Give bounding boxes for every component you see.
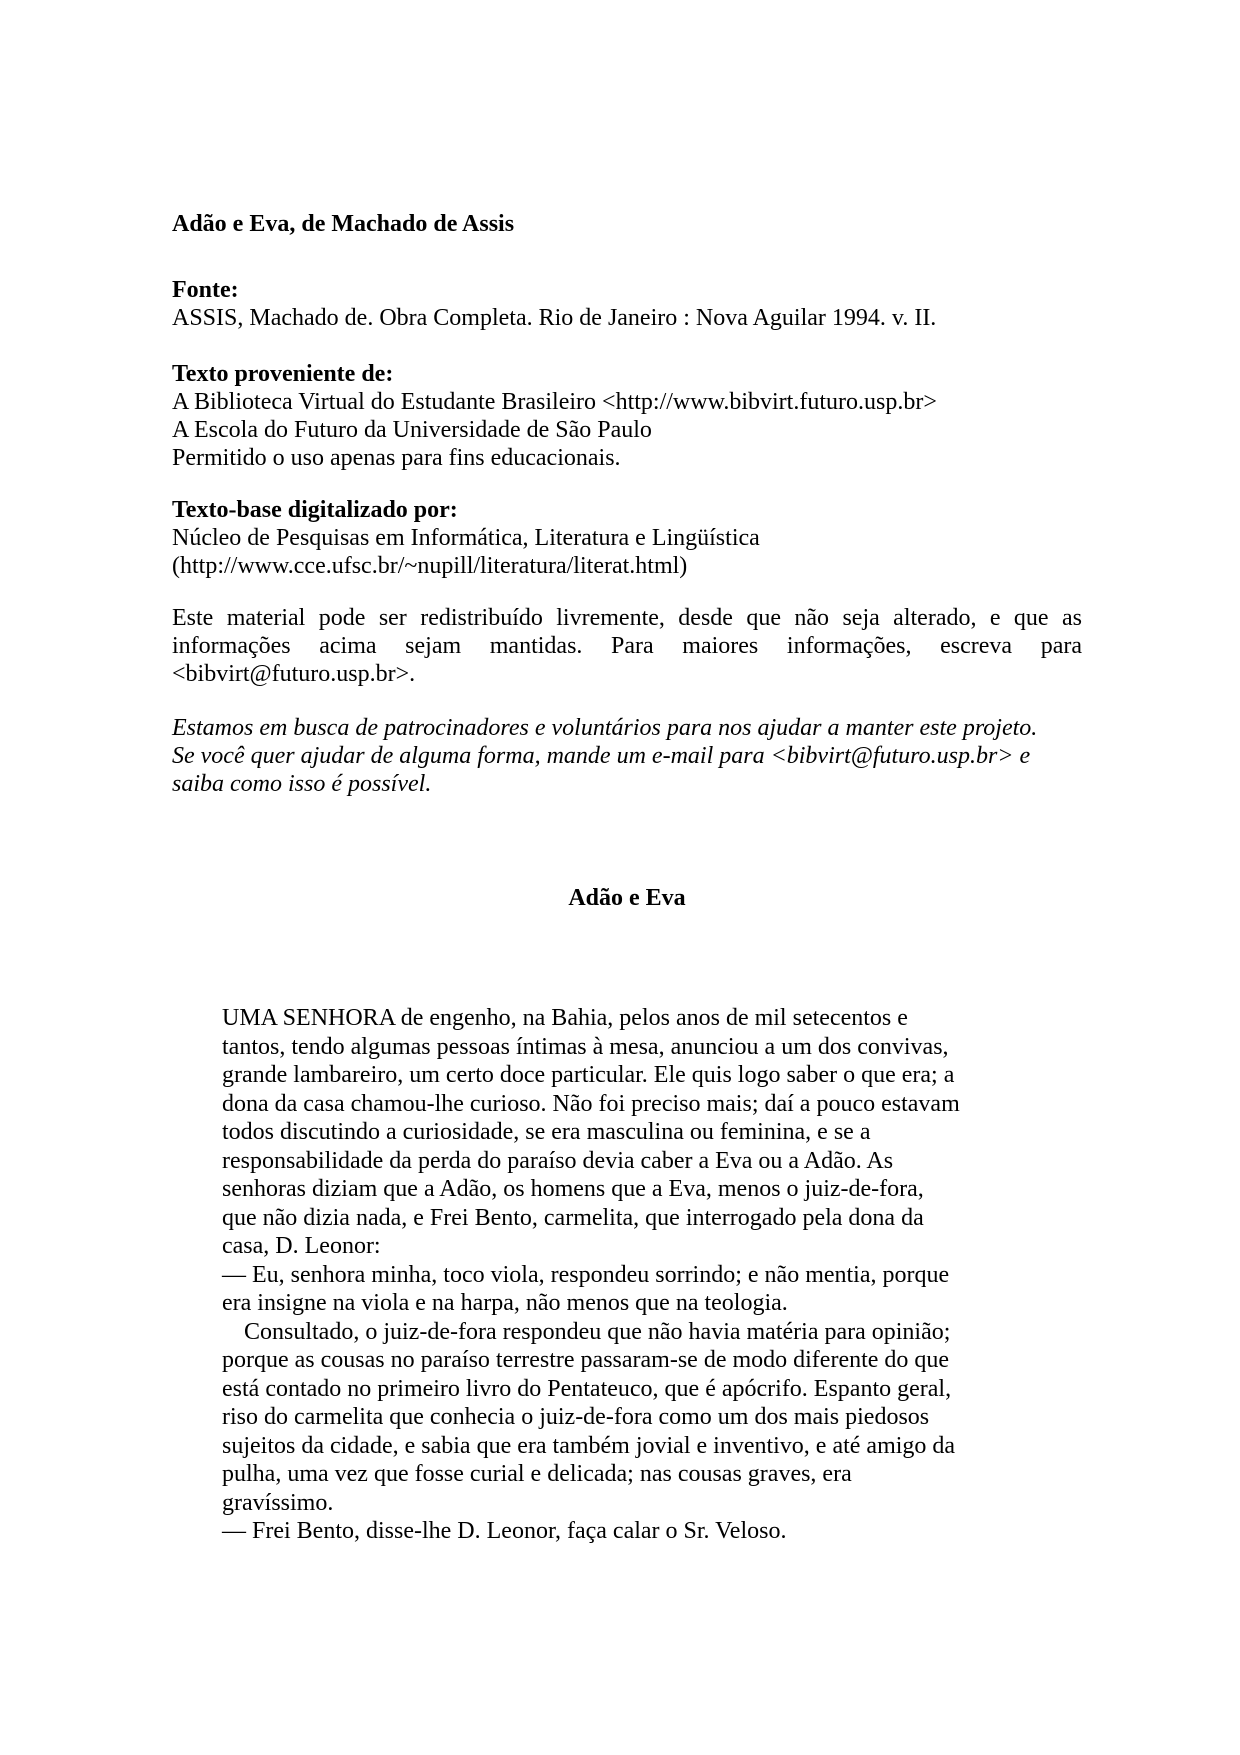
notice-line: Este material pode ser redistribuído livremente, desde que não seja alterado, e que as (172, 605, 1082, 631)
provenance-line: Permitido o uso apenas para fins educacionais. (172, 445, 621, 471)
notice-line: informações acima sejam mantidas. Para maiores informações, escreva para (172, 633, 1082, 659)
source-label: Fonte: (172, 277, 239, 303)
redistribution-notice (172, 604, 1082, 688)
story-line: está contado no primeiro livro do Pentateuco, que é apócrifo. Espanto geral, (222, 1375, 952, 1402)
source-citation: ASSIS, Machado de. Obra Completa. Rio de Janeiro : Nova Aguilar 1994. v. II. (172, 305, 937, 331)
story-line: — Eu, senhora minha, toco viola, respondeu sorrindo; e não mentia, porque (222, 1261, 950, 1288)
story-line: porque as cousas no paraíso terrestre passaram-se de modo diferente do que (222, 1347, 950, 1373)
sponsor-line: saiba como isso é possível. (172, 771, 432, 797)
digitization-line: Núcleo de Pesquisas em Informática, Literatura e Lingüística (172, 525, 760, 551)
story-line: gravíssimo. (222, 1489, 334, 1516)
story-line: senhoras diziam que a Adão, os homens que a Eva, menos o juiz-de-fora, (222, 1176, 924, 1202)
notice-line: <bibvirt@futuro.usp.br>. (172, 661, 416, 687)
story-line: UMA SENHORA de engenho, na Bahia, pelos anos de mil setecentos e (222, 1005, 908, 1031)
story-line: riso do carmelita que conhecia o juiz-de-fora como um dos mais piedosos (222, 1404, 930, 1430)
provenance-line: A Escola do Futuro da Universidade de São Paulo (172, 417, 652, 443)
story-line: Consultado, o juiz-de-fora respondeu que não havia matéria para opinião; (244, 1318, 951, 1345)
story-body (222, 1004, 990, 1546)
story-line: era insigne na viola e na harpa, não menos que na teologia. (222, 1290, 788, 1316)
sponsor-line: Se você quer ajudar de alguma forma, mande um e-mail para <bibvirt@futuro.usp.br> e (172, 743, 1031, 769)
story-line: tantos, tendo algumas pessoas íntimas à mesa, anunciou a um dos convivas, (222, 1033, 949, 1060)
sponsor-line: Estamos em busca de patrocinadores e voluntários para nos ajudar a manter este projeto. (172, 715, 1038, 741)
story-line: — Frei Bento, disse-lhe D. Leonor, faça calar o Sr. Veloso. (222, 1518, 787, 1544)
digitization-label: Texto-base digitalizado por: (172, 497, 458, 523)
story-line: responsabilidade da perda do paraíso devia caber a Eva ou a Adão. As (222, 1147, 894, 1174)
sponsor-notice (172, 714, 1082, 798)
story-heading: Adão e Eva (568, 885, 686, 911)
provenance-section (172, 360, 1082, 472)
story-line: todos discutindo a curiosidade, se era masculina ou feminina, e se a (222, 1119, 871, 1145)
story-line: sujeitos da cidade, e sabia que era também jovial e inventivo, e até amigo da (222, 1432, 956, 1459)
story-line: que não dizia nada, e Frei Bento, carmelita, que interrogado pela dona da (222, 1204, 924, 1231)
story-line: pulha, uma vez que fosse curial e delicada; nas cousas graves, era (222, 1461, 852, 1487)
provenance-label: Texto proveniente de: (172, 361, 394, 387)
source-section (172, 276, 1082, 332)
story-line: casa, D. Leonor: (222, 1233, 381, 1259)
story-line: dona da casa chamou-lhe curioso. Não foi preciso mais; daí a pouco estavam (222, 1090, 960, 1117)
digitization-section (172, 496, 1082, 580)
document-title: Adão e Eva, de Machado de Assis (172, 211, 515, 237)
digitization-line: (http://www.cce.ufsc.br/~nupill/literatura/literat.html) (172, 553, 688, 579)
story-line: grande lambareiro, um certo doce particular. Ele quis logo saber o que era; a (222, 1062, 955, 1088)
provenance-line: A Biblioteca Virtual do Estudante Brasileiro <http://www.bibvirt.futuro.usp.br> (172, 389, 937, 415)
